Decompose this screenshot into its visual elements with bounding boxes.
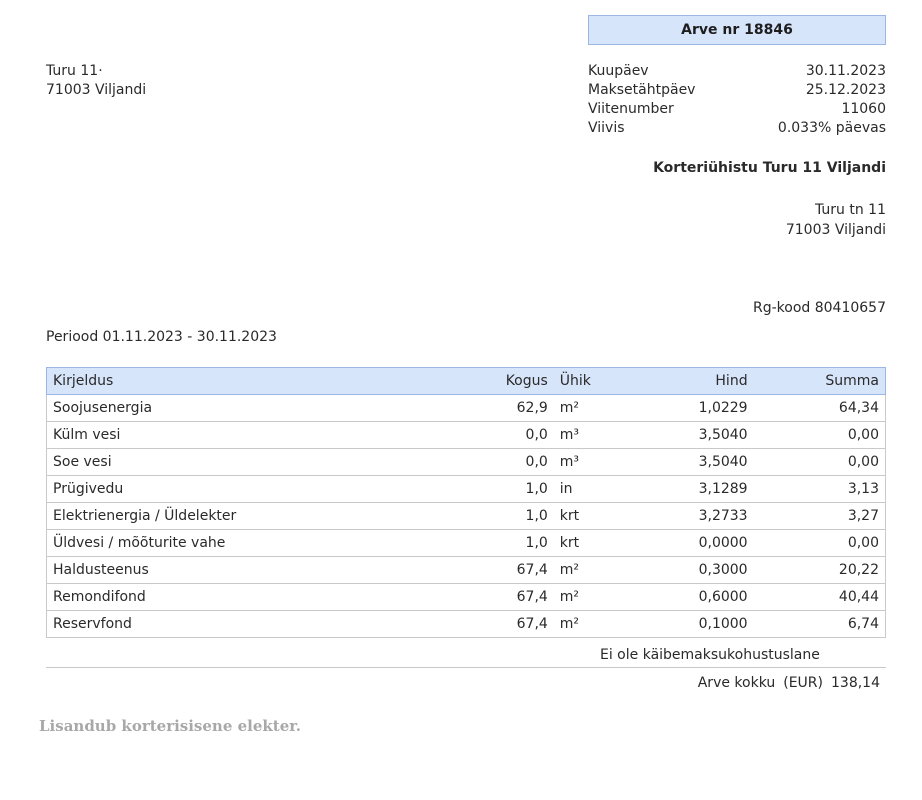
item-price: 1,0229	[624, 395, 754, 422]
meta-label: Maksetähtpäev	[588, 82, 696, 98]
item-price: 3,5040	[624, 422, 754, 449]
company-street: Turu tn 11	[814, 202, 886, 218]
billing-period: Periood 01.11.2023 - 30.11.2023	[46, 329, 277, 345]
total-divider	[46, 667, 886, 668]
total-amount: 138,14	[831, 675, 880, 691]
column-header-description: Kirjeldus	[47, 368, 489, 395]
item-sum: 0,00	[754, 449, 886, 476]
item-description: Haldusteenus	[47, 557, 489, 584]
item-sum: 3,27	[754, 503, 886, 530]
total-label: Arve kokku	[697, 675, 776, 691]
item-description: Elektrienergia / Üldelekter	[47, 503, 489, 530]
item-sum: 0,00	[754, 422, 886, 449]
item-price: 3,1289	[624, 476, 754, 503]
client-city: 71003 Viljandi	[46, 82, 147, 98]
invoice-meta	[588, 62, 886, 138]
item-quantity: 62,9	[489, 395, 554, 422]
meta-label: Viivis	[588, 120, 625, 136]
column-header-sum: Summa	[754, 368, 886, 395]
column-header-quantity: Kogus	[489, 368, 554, 395]
item-quantity: 1,0	[489, 530, 554, 557]
item-sum: 64,34	[754, 395, 886, 422]
item-sum: 40,44	[754, 584, 886, 611]
item-unit: m³	[554, 449, 624, 476]
item-quantity: 0,0	[489, 422, 554, 449]
meta-value: 30.11.2023	[805, 63, 886, 79]
item-quantity: 67,4	[489, 584, 554, 611]
item-sum: 20,22	[754, 557, 886, 584]
table-row	[47, 584, 886, 611]
item-price: 0,6000	[624, 584, 754, 611]
item-unit: krt	[554, 530, 624, 557]
item-quantity: 1,0	[489, 476, 554, 503]
meta-row-reference	[588, 100, 886, 119]
invoice-items-table	[46, 367, 886, 638]
column-header-unit: Ühik	[554, 368, 624, 395]
company-city: 71003 Viljandi	[785, 222, 886, 238]
meta-row-date	[588, 62, 886, 81]
meta-label: Kuupäev	[588, 63, 649, 79]
item-unit: in	[554, 476, 624, 503]
company-name: Korteriühistu Turu 11 Viljandi	[653, 160, 886, 176]
item-unit: m²	[554, 395, 624, 422]
item-description: Külm vesi	[47, 422, 489, 449]
footer-note: Lisandub korterisisene elekter.	[39, 717, 301, 735]
invoice-title: Arve nr 18846	[588, 15, 886, 45]
item-quantity: 0,0	[489, 449, 554, 476]
meta-value: 25.12.2023	[805, 82, 886, 98]
item-unit: m²	[554, 611, 624, 638]
table-row	[47, 449, 886, 476]
item-description: Üldvesi / mõõturite vahe	[47, 530, 489, 557]
item-sum: 0,00	[754, 530, 886, 557]
item-unit: m²	[554, 557, 624, 584]
vat-status-note: Ei ole käibemaksukohustuslane	[600, 647, 820, 663]
table-row	[47, 503, 886, 530]
column-header-price: Hind	[624, 368, 754, 395]
item-quantity: 67,4	[489, 557, 554, 584]
item-unit: m²	[554, 584, 624, 611]
item-quantity: 1,0	[489, 503, 554, 530]
item-price: 3,2733	[624, 503, 754, 530]
item-quantity: 67,4	[489, 611, 554, 638]
table-row	[47, 422, 886, 449]
item-description: Soe vesi	[47, 449, 489, 476]
item-price: 0,0000	[624, 530, 754, 557]
item-sum: 3,13	[754, 476, 886, 503]
item-description: Soojusenergia	[47, 395, 489, 422]
item-price: 0,1000	[624, 611, 754, 638]
total-currency: (EUR)	[783, 675, 823, 691]
table-row	[47, 476, 886, 503]
meta-row-due-date	[588, 81, 886, 100]
meta-value: 11060	[841, 101, 886, 117]
table-row	[47, 611, 886, 638]
item-description: Reservfond	[47, 611, 489, 638]
item-description: Remondifond	[47, 584, 489, 611]
invoice-total	[698, 675, 880, 691]
item-price: 3,5040	[624, 449, 754, 476]
company-reg-code: Rg-kood 80410657	[753, 300, 886, 316]
client-address	[46, 62, 146, 100]
item-unit: m³	[554, 422, 624, 449]
item-unit: krt	[554, 503, 624, 530]
table-header-row	[47, 368, 886, 395]
item-description: Prügivedu	[47, 476, 489, 503]
table-row	[47, 557, 886, 584]
meta-row-penalty	[588, 119, 886, 138]
item-price: 0,3000	[624, 557, 754, 584]
table-row	[47, 395, 886, 422]
company-address	[786, 200, 886, 240]
meta-label: Viitenumber	[588, 101, 674, 117]
item-sum: 6,74	[754, 611, 886, 638]
table-row	[47, 530, 886, 557]
meta-value: 0.033% päevas	[777, 120, 886, 136]
client-street: Turu 11·	[46, 63, 103, 79]
